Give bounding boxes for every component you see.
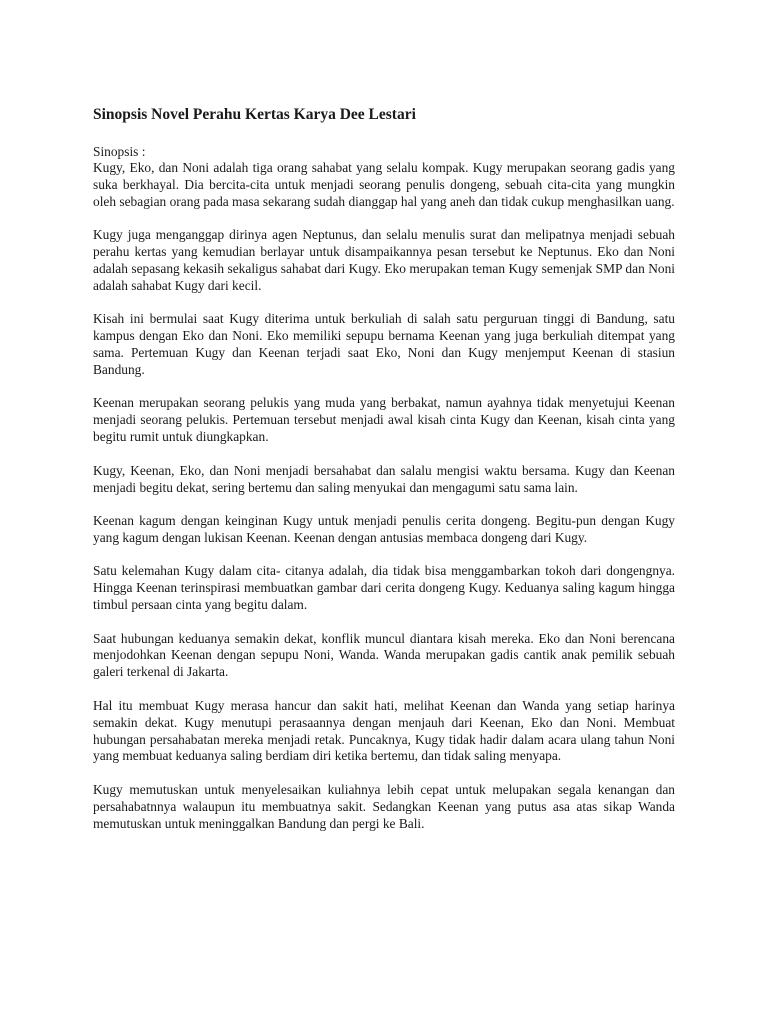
paragraph-1: Kugy, Eko, dan Noni adalah tiga orang sahabat yang selalu kompak. Kugy merupakan seorang gadis yang suka berkhayal. Dia bercita-cita untuk menjadi seorang penulis dongeng, sebuah cita-cita yang mungkin oleh sebagian orang pada masa sekarang sudah dianggap hal yang aneh dan tidak cukup menghasilkan uang. xyxy=(93,160,675,209)
paragraph-3: Kisah ini bermulai saat Kugy diterima untuk berkuliah di salah satu perguruan tinggi di Bandung, satu kampus dengan Eko dan Noni. Eko memiliki sepupu bernama Keenan yang juga berkuliah ditempat yang sama. Pertemuan Kugy dan Keenan terjadi saat Eko, Noni dan Kugy menjemput Keenan di stasiun Bandung. xyxy=(93,311,675,378)
synopsis-label: Sinopsis : xyxy=(93,144,146,159)
paragraph-5: Kugy, Keenan, Eko, dan Noni menjadi bersahabat dan salalu mengisi waktu bersama. Kugy dan Keenan menjadi begitu dekat, sering bertemu dan saling menyukai dan mengagumi satu sama lain. xyxy=(93,462,675,495)
document-title: Sinopsis Novel Perahu Kertas Karya Dee Lestari xyxy=(93,106,416,123)
paragraph-10: Kugy memutuskan untuk menyelesaikan kuliahnya lebih cepat untuk melupakan segala kenangan dan persahabatnnya walaupun itu membuatnya sakit. Sedangkan Keenan yang putus asa atas sikap Wanda memutuskan untuk meninggalkan Bandung dan pergi ke Bali. xyxy=(93,781,675,831)
paragraph-9: Hal itu membuat Kugy merasa hancur dan sakit hati, melihat Keenan dan Wanda yang setiap harinya semakin dekat. Kugy menutupi perasaannya dengan menjauh dari Keenan, Eko dan Noni. Membuat hubungan persahabatan mereka menjadi retak. Puncaknya, Kugy tidak hadir dalam acara ulang tahun Noni yang membuat keduanya saling berdiam diri ketika bertemu, dan tidak saling menyapa. xyxy=(93,697,675,764)
paragraph-7: Satu kelemahan Kugy dalam cita- citanya adalah, dia tidak bisa menggambarkan tokoh dari dongengnya. Hingga Keenan terinspirasi membuatkan gambar dari cerita dongeng Kugy. Keduanya saling kagum hingga timbul persaan cinta yang begitu dalam. xyxy=(93,563,675,613)
paragraph-4: Keenan merupakan seorang pelukis yang muda yang berbakat, namun ayahnya tidak menyetujui Keenan menjadi seorang pelukis. Pertemuan tersebut menjadi awal kisah cinta Kugy dan Keenan, kisah cinta yang begitu rumit untuk diungkapkan. xyxy=(93,395,675,445)
paragraph-2: Kugy juga menganggap dirinya agen Neptunus, dan selalu menulis surat dan melipatnya menjadi sebuah perahu kertas yang kemudian berlayar untuk disampaikannya pesan tersebut ke Neptunus. Eko dan Noni adalah sepasang kekasih sekaligus sahabat dari Kugy. Eko merupakan teman Kugy semenjak SMP dan Noni adalah sahabat Kugy dari kecil. xyxy=(93,227,675,293)
document-page xyxy=(93,105,675,849)
paragraph-8: Saat hubungan keduanya semakin dekat, konflik muncul diantara kisah mereka. Eko dan Noni berencana menjodohkan Keenan dengan sepupu Noni, Wanda. Wanda merupakan gadis cantik anak pemilik sebuah galeri terkenal di Jakarta. xyxy=(93,630,675,680)
paragraph-6: Keenan kagum dengan keinginan Kugy untuk menjadi penulis cerita dongeng. Begitu-pun dengan Kugy yang kagum dengan lukisan Keenan. Keenan dengan antusias membaca dongeng dari Kugy. xyxy=(93,513,675,545)
